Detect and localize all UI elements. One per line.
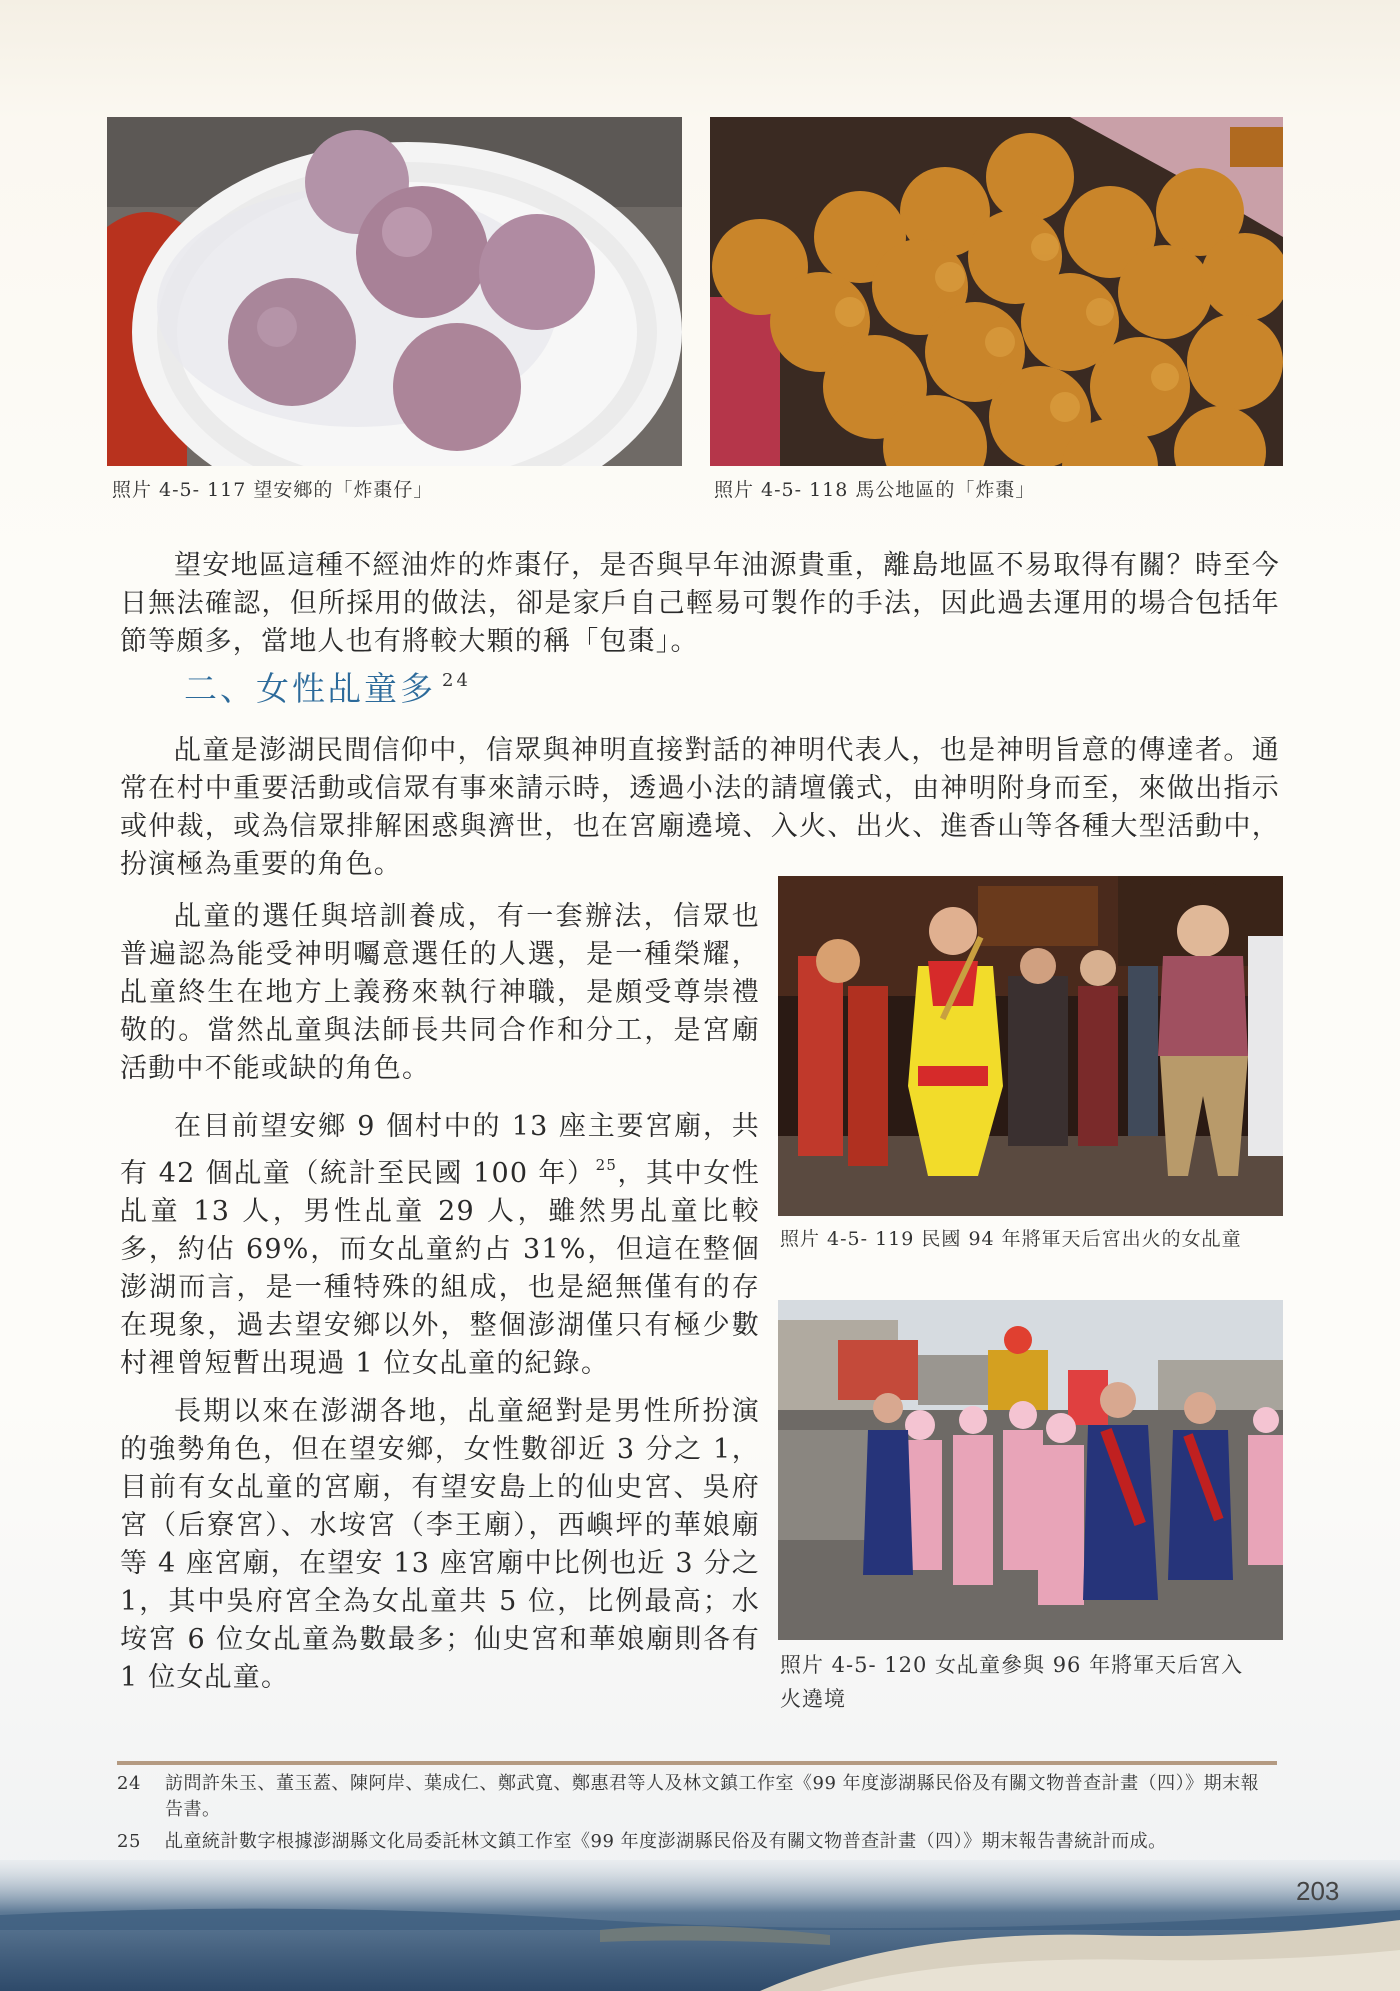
footnote-text: 訪問許朱玉、董玉蓋、陳阿岸、葉成仁、鄭武寬、鄭惠君等人及林文鎮工作室《99 年度澎湖縣民俗及有關文物普查計畫（四）》期末報告書。: [165, 1773, 1260, 1820]
intro-paragraph: 望安地區這種不經油炸的炸棗仔，是否與早年油源貴重，離島地區不易取得有關？時至今日無法確認，但所採用的做法，卻是家戶自己輕易可製作的手法，因此過去運用的場合包括年節等頗多，當地人也有將較大顆的稱「包棗」。: [120, 550, 1280, 657]
footnote-number: 24: [117, 1773, 141, 1794]
paragraph-3-part-1: 在目前望安鄉 9 個村中的 13 座主要宮廟，共有 42 個乩童（統計至民國 100 年）: [120, 1111, 760, 1189]
footnote-25: [117, 1829, 1277, 1855]
paragraph-4: 長期以來在澎湖各地，乩童絕對是男性所扮演的強勢角色，但在望安鄉，女性數卻近 3 分之 1，目前有女乩童的宮廟，有望安島上的仙史宮、吳府宮（后寮宮）、水垵宮（李王廟），西嶼坪的華娘廟等 4 座宮廟，在望安 13 座宮廟中比例也近 3 分之 1，其中吳府宮全為女乩童共 5 位，比例最高；水垵宮 6 位女乩童為數最多；仙史宮和華娘廟則各有 1 位女乩童。: [120, 1396, 760, 1693]
photo-120-caption: [780, 1648, 1285, 1716]
footnote-divider: [117, 1761, 1277, 1765]
paragraph-3: [120, 1108, 760, 1383]
section-heading-text: 二、女性乩童多: [184, 669, 436, 708]
photo-120-procession: [778, 1300, 1283, 1640]
photo-120-caption-line-2: 火遶境: [780, 1687, 846, 1711]
paragraph-2: 乩童的選任與培訓養成，有一套辦法，信眾也普遍認為能受神明囑意選任的人選，是一種榮耀，乩童終生在地方上義務來執行神職，是頗受尊崇禮敬的。當然乩童與法師長共同合作和分工，是宮廟活動中不能或缺的角色。: [120, 901, 760, 1084]
paragraph-1: 乩童是澎湖民間信仰中，信眾與神明直接對話的神明代表人，也是神明旨意的傳達者。通常在村中重要活動或信眾有事來請示時，透過小法的請壇儀式，由神明附身而至，來做出指示或仲裁，或為信眾排解困惑與濟世，也在宮廟遶境、入火、出火、進香山等各種大型活動中，扮演極為重要的角色。: [120, 735, 1280, 880]
page-number: 203: [1296, 1876, 1340, 1906]
heading-footnote-marker: 24: [442, 670, 471, 691]
photo-119-female-medium: [778, 876, 1283, 1216]
footnote-number: 25: [117, 1831, 141, 1852]
coastline-decoration: [0, 1860, 1400, 1991]
photo-118-zhazao: [710, 117, 1283, 466]
footnote-marker-25: 25: [595, 1156, 618, 1174]
photo-118-caption: 照片 4-5- 118 馬公地區的「炸棗」: [714, 479, 1036, 501]
photo-117-caption: 照片 4-5- 117 望安鄉的「炸棗仔」: [112, 479, 434, 501]
photo-117-zhazaozai: [107, 117, 682, 466]
photo-120-caption-line-1: 照片 4-5- 120 女乩童參與 96 年將軍天后宮入: [780, 1653, 1244, 1677]
photo-119-caption: 照片 4-5- 119 民國 94 年將軍天后宮出火的女乩童: [780, 1228, 1242, 1250]
section-heading: [184, 663, 471, 710]
paragraph-3-part-2: ，其中女性乩童 13 人，男性乩童 29 人，雖然男乩童比較多，約佔 69%，而女乩童約占 31%，但這在整個澎湖而言，是一種特殊的組成，也是絕無僅有的存在現象，過去望安鄉以外，整個澎湖僅只有極少數村裡曾短暫出現過 1 位女乩童的紀錄。: [120, 1158, 761, 1379]
footnote-text: 乩童統計數字根據澎湖縣文化局委託林文鎮工作室《99 年度澎湖縣民俗及有關文物普查計畫（四）》期末報告書統計而成。: [165, 1831, 1167, 1852]
footnote-24: [117, 1771, 1277, 1823]
